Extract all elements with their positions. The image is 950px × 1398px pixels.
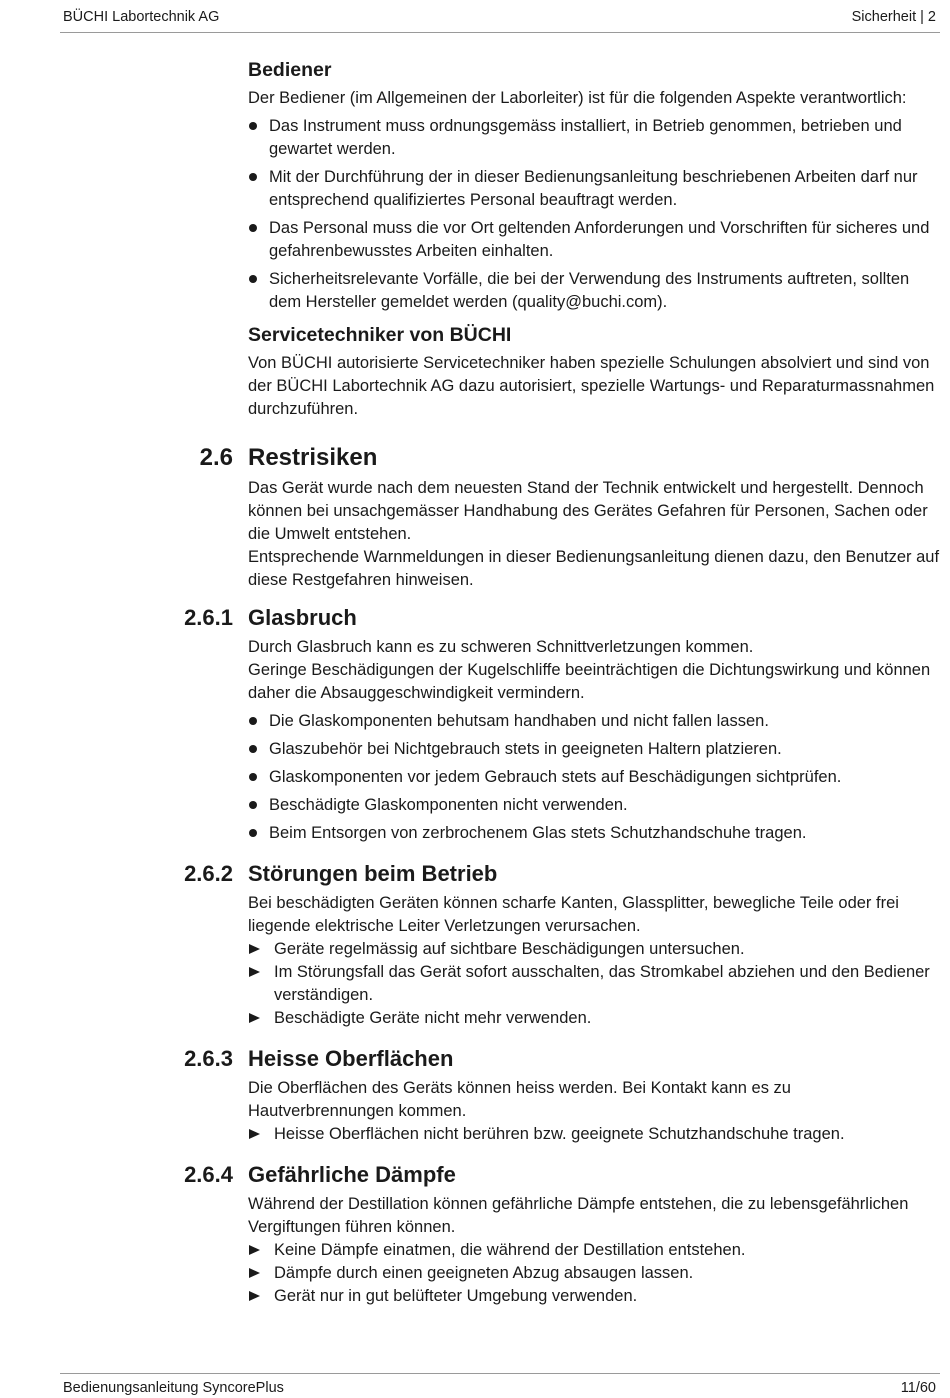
list-item: Glaszubehör bei Nichtgebrauch stets in geeigneten Haltern platzieren. [248, 738, 940, 761]
list-item: Beim Entsorgen von zerbrochenem Glas stets Schutzhandschuhe tragen. [248, 822, 940, 845]
section-title: Störungen beim Betrieb [248, 861, 498, 886]
paragraph: Die Oberflächen des Geräts können heiss werden. Bei Kontakt kann es zu Hautverbrennungen kommen. [248, 1079, 791, 1120]
section-title: Gefährliche Dämpfe [248, 1162, 456, 1187]
heisse-actions [248, 1123, 940, 1146]
subheading-service: Servicetechniker von BÜCHI [248, 324, 512, 346]
list-item: Mit der Durchführung der in dieser Bedienungsanleitung beschriebenen Arbeiten darf nur entsprechend qualifiziertes Personal beauftragt werden. [248, 166, 940, 212]
paragraph: Bei beschädigten Geräten können scharfe Kanten, Glassplitter, bewegliche Teile oder frei liegende elektrische Leiter Verletzungen verursachen. [248, 894, 899, 935]
list-item: Das Instrument muss ordnungsgemäss installiert, in Betrieb genommen, betrieben und gewartet werden. [248, 115, 940, 161]
paragraph: Während der Destillation können gefährliche Dämpfe entstehen, die zu lebensgefährlichen Vergiftungen führen können. [248, 1195, 909, 1236]
section-heading-2-6-4 [184, 1161, 940, 1189]
section-title: Restrisiken [248, 444, 378, 471]
daempfe-actions [248, 1239, 940, 1308]
section-number: 2.6.1 [184, 605, 233, 630]
paragraph: Das Gerät wurde nach dem neuesten Stand der Technik entwickelt und hergestellt. Dennoch können bei unsachgemässer Handhabung des Gerätes Gefahren für Personen, Sachen oder die Umwelt entstehen. [248, 479, 928, 543]
service-text: Von BÜCHI autorisierte Servicetechniker haben spezielle Schulungen absolviert und sind von der BÜCHI Labortechnik AG dazu autorisiert, spezielle Wartungs- und Reparaturmassnahmen durchzuführen. [248, 354, 935, 418]
section-heading-2-6-2 [184, 860, 940, 888]
page-footer [60, 1373, 940, 1398]
list-item: Beschädigte Glaskomponenten nicht verwenden. [248, 794, 940, 817]
section-number: 2.6.2 [184, 861, 233, 886]
section-heading-2-6 [199, 443, 940, 473]
section-number: 2.6.3 [184, 1046, 233, 1071]
page-content [184, 57, 940, 1308]
list-item: Das Personal muss die vor Ort geltenden Anforderungen und Vorschriften für sicheres und gefahrenbewusstes Arbeiten einhalten. [248, 217, 940, 263]
action-item: Beschädigte Geräte nicht mehr verwenden. [248, 1007, 940, 1030]
list-item: Sicherheitsrelevante Vorfälle, die bei der Verwendung des Instruments auftreten, sollten dem Hersteller gemeldet werden (quality@buchi.com). [248, 268, 940, 314]
action-item: Geräte regelmässig auf sichtbare Beschädigungen untersuchen. [248, 938, 940, 961]
list-item: Glaskomponenten vor jedem Gebrauch stets auf Beschädigungen sichtprüfen. [248, 766, 940, 789]
bediener-list [248, 115, 940, 314]
bediener-intro: Der Bediener (im Allgemeinen der Laborleiter) ist für die folgenden Aspekte verantwortlich: [248, 89, 907, 107]
footer-document-title: Bedienungsanleitung SyncorePlus [63, 1380, 284, 1396]
header-section: Sicherheit | 2 [851, 9, 936, 25]
header-company: BÜCHI Labortechnik AG [63, 9, 220, 25]
section-heading-2-6-1 [184, 604, 940, 632]
section-title: Heisse Oberflächen [248, 1046, 454, 1071]
action-item: Dämpfe durch einen geeigneten Abzug absaugen lassen. [248, 1262, 940, 1285]
section-number: 2.6.4 [184, 1162, 233, 1187]
list-item: Die Glaskomponenten behutsam handhaben und nicht fallen lassen. [248, 710, 940, 733]
action-item: Im Störungsfall das Gerät sofort ausschalten, das Stromkabel abziehen und den Bediener verständigen. [248, 961, 940, 1007]
section-title: Glasbruch [248, 605, 357, 630]
action-item: Heisse Oberflächen nicht berühren bzw. geeignete Schutzhandschuhe tragen. [248, 1123, 940, 1146]
glasbruch-list [248, 710, 940, 845]
paragraph: Durch Glasbruch kann es zu schweren Schnittverletzungen kommen. [248, 638, 754, 656]
stoerungen-actions [248, 938, 940, 1030]
action-item: Gerät nur in gut belüfteter Umgebung verwenden. [248, 1285, 940, 1308]
paragraph: Entsprechende Warnmeldungen in dieser Bedienungsanleitung dienen dazu, den Benutzer auf diese Restgefahren hinweisen. [248, 548, 940, 589]
section-number: 2.6 [199, 444, 233, 471]
section-heading-2-6-3 [184, 1045, 940, 1073]
page-header [60, 9, 940, 33]
action-item: Keine Dämpfe einatmen, die während der Destillation entstehen. [248, 1239, 940, 1262]
page-number: 11/60 [900, 1380, 936, 1396]
paragraph: Geringe Beschädigungen der Kugelschliffe beeinträchtigen die Dichtungswirkung und können daher die Absauggeschwindigkeit vermindern. [248, 661, 931, 702]
subheading-bediener: Bediener [248, 59, 332, 81]
